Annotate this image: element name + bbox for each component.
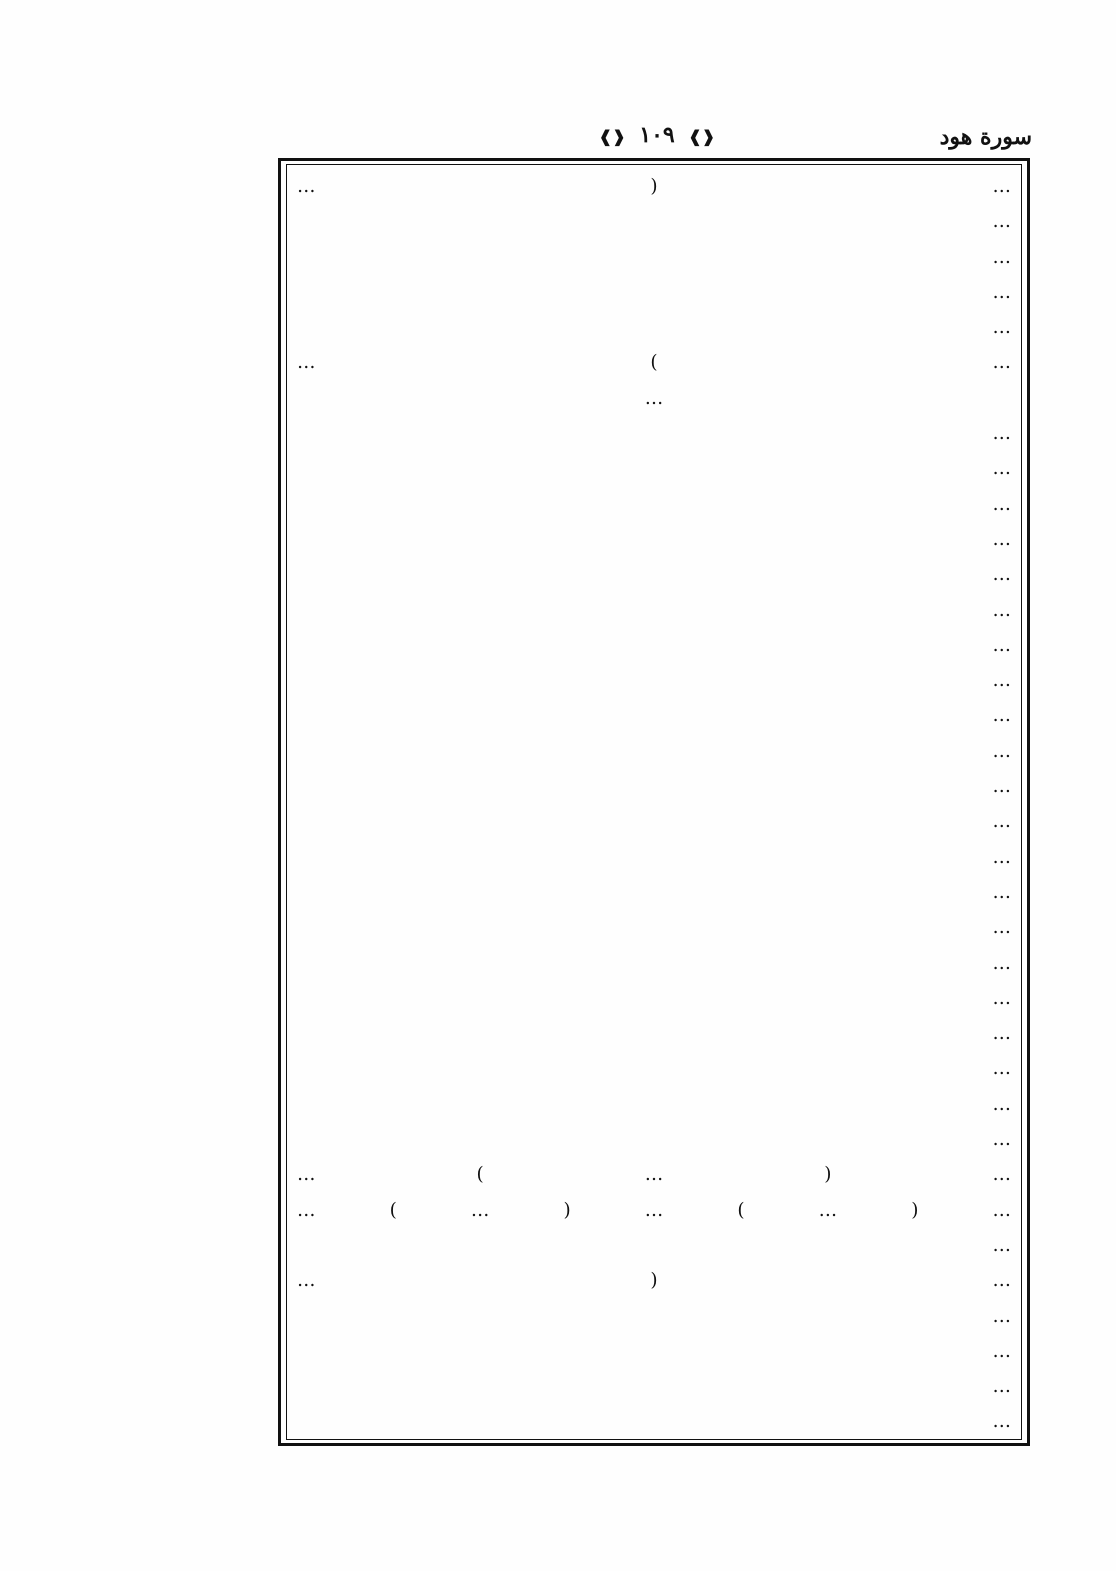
text-line: … ( … (297, 1270, 1011, 1292)
text-line: … (992, 776, 1011, 798)
text-block (286, 164, 1022, 1440)
page-number (593, 122, 721, 148)
text-line: … (992, 670, 1011, 692)
text-line: … (992, 952, 1011, 974)
persian-verse-line: … (644, 387, 664, 409)
text-line: … (992, 458, 1011, 480)
text-line: … ( … (297, 176, 1011, 197)
text-line: … ( … ) … ( … ) … (297, 1199, 1011, 1221)
text-line: … (992, 528, 1011, 550)
text-line: … (992, 564, 1011, 586)
text-line: … (992, 423, 1011, 445)
text-line: … (992, 740, 1011, 762)
text-line: … (992, 599, 1011, 621)
text-line: … (992, 705, 1011, 727)
text-line: … (992, 917, 1011, 939)
ornament-left-icon: ❰❱ (688, 126, 716, 146)
text-line: … ) … (297, 352, 1011, 374)
page-header (282, 122, 1032, 156)
text-line: … (992, 1093, 1011, 1115)
text-line: … (992, 634, 1011, 656)
text-line: … (992, 317, 1011, 339)
text-line: … (992, 1411, 1011, 1433)
text-line: … (992, 281, 1011, 303)
text-line: … (992, 1340, 1011, 1362)
text-line: … (992, 1305, 1011, 1327)
text-line: … ( … ) … (297, 1164, 1011, 1186)
text-line: … (992, 1058, 1011, 1080)
page-number-text: ١٠٩ (639, 122, 675, 148)
text-line: … (992, 811, 1011, 833)
running-head-surah-title: سورة هود (939, 124, 1032, 150)
text-line: … (992, 1129, 1011, 1151)
ornament-right-icon: ❰❱ (598, 126, 626, 146)
text-line: … (992, 493, 1011, 515)
text-line: … (992, 1376, 1011, 1398)
text-line: … (992, 881, 1011, 903)
text-line: … (992, 846, 1011, 868)
text-line: … (992, 1023, 1011, 1045)
text-line: … (992, 246, 1011, 268)
text-line: … (992, 987, 1011, 1009)
text-line: … (992, 211, 1011, 233)
text-line: … (992, 1234, 1011, 1256)
